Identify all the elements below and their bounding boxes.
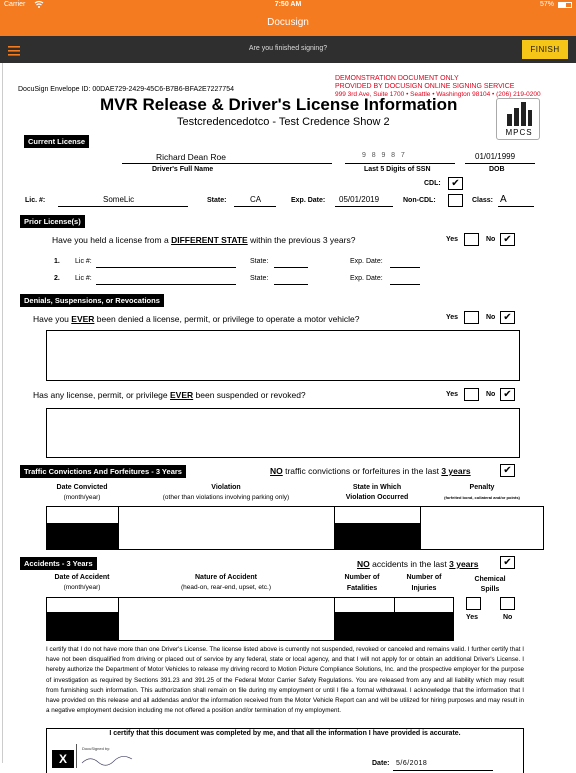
date-label: Date: (372, 760, 390, 767)
carrier-label: Carrier (4, 1, 26, 8)
suspended-yes-label: Yes (446, 391, 459, 398)
current-license-header: Current License (24, 135, 89, 148)
prior-row-1-lic-label: Lic #: (75, 258, 92, 265)
state-value: CA (250, 195, 262, 204)
suspended-question-emphasis: EVER (170, 390, 194, 400)
traffic-col-violation: Violation (211, 484, 241, 491)
exp-date-line (335, 206, 393, 207)
no-accidents-statement (357, 559, 478, 569)
denied-no-checkbox[interactable]: ✔ (500, 311, 515, 324)
no-traffic-years: 3 years (441, 466, 471, 476)
logo-text: MPCS (505, 128, 533, 137)
suspended-yes-checkbox[interactable] (464, 388, 479, 401)
dob-line (465, 163, 535, 164)
finish-banner (0, 36, 576, 63)
signature-bracket (76, 744, 77, 768)
prior-row-1-exp-label: Exp. Date: (350, 258, 383, 265)
document-title: MVR Release & Driver's License Information (100, 95, 458, 114)
no-accidents-mid: accidents in the last (369, 559, 450, 569)
prior-license-header: Prior License(s) (20, 215, 85, 228)
document-page (0, 63, 576, 768)
accident-col-date: Date of Accident (54, 574, 110, 581)
accidents-header: Accidents - 3 Years (20, 557, 97, 570)
denied-no-label: No (486, 314, 496, 321)
prior-question-pre: Have you held a license from a (52, 235, 172, 245)
suspended-question-post: been suspended or revoked? (193, 390, 306, 400)
accident-col-chemical-2: Spills (480, 586, 500, 593)
ssn-line (345, 163, 455, 164)
lic-number-line (58, 206, 188, 207)
mpcs-logo (496, 98, 540, 140)
lic-number-label: Lic. #: (25, 197, 46, 204)
prior-yes-label: Yes (446, 236, 459, 243)
denied-question-post: been denied a license, permit, or privilege to operate a motor vehicle? (94, 314, 360, 324)
suspended-explanation-box[interactable] (46, 408, 520, 458)
signature-scribble (80, 753, 140, 767)
prior-row-2-exp-label: Exp. Date: (350, 275, 383, 282)
traffic-col-state-2: Violation Occurred (345, 494, 409, 501)
accuracy-statement: I certify that this document was completed by me, and that all the information I have provided is accurate. (109, 730, 461, 737)
denied-explanation-box[interactable] (46, 330, 520, 381)
prior-row-1-state-label: State: (250, 258, 269, 265)
prior-no-checkbox[interactable]: ✔ (500, 233, 515, 246)
chemical-yes-checkbox[interactable] (466, 597, 481, 610)
traffic-table (46, 506, 544, 550)
no-traffic-mid: traffic convictions or forfeitures in the last (282, 466, 442, 476)
accident-col-nature-sub: (head-on, rear-end, upset, etc.) (181, 584, 271, 591)
chemical-no-checkbox[interactable] (500, 597, 515, 610)
accident-counts-cell[interactable] (334, 612, 454, 641)
driver-name-line (122, 163, 332, 164)
traffic-state-cell[interactable] (334, 523, 420, 550)
suspended-no-checkbox[interactable]: ✔ (500, 388, 515, 401)
document-subtitle: Testcredencedotco - Test Credence Show 2 (177, 116, 390, 128)
suspended-question-pre: Has any license, permit, or privilege (33, 390, 171, 400)
ssn-label: Last 5 Digits of SSN (364, 166, 431, 173)
battery-icon (558, 2, 572, 8)
prior-row-2-state-label: State: (250, 275, 269, 282)
traffic-header: Traffic Convictions And Forfeitures - 3 Years (20, 465, 186, 478)
driver-name-value: Richard Dean Roe (156, 152, 226, 162)
suspended-question (33, 390, 306, 400)
no-traffic-statement (270, 466, 471, 476)
clock: 7:50 AM (274, 1, 302, 8)
prior-row-1-state-line[interactable] (274, 267, 308, 268)
finish-button[interactable]: FINISH (522, 40, 568, 59)
dob-value: 01/01/1999 (475, 152, 516, 161)
traffic-col-penalty: Penalty (469, 484, 495, 491)
prior-row-2-exp-line[interactable] (390, 284, 420, 285)
no-accidents-checkbox[interactable]: ✔ (500, 556, 515, 569)
prior-row-2-lic-line[interactable] (96, 284, 236, 285)
accident-col-injuries: Number of (406, 574, 442, 581)
class-value: A (500, 194, 507, 205)
status-bar (0, 0, 576, 12)
no-traffic-checkbox[interactable]: ✔ (500, 464, 515, 477)
non-cdl-label: Non-CDL: (403, 197, 436, 204)
lic-number-value: SomeLic (103, 195, 135, 204)
no-accidents-no: NO (357, 559, 370, 569)
accident-date-cell[interactable] (46, 612, 118, 641)
date-line (393, 770, 493, 771)
accident-col-injuries-2: Injuries (411, 585, 437, 592)
driver-name-label: Driver's Full Name (152, 166, 214, 173)
bar-logo-icon (505, 102, 533, 126)
prior-row-1-number: 1. (54, 258, 60, 265)
traffic-col-date: Date Convicted (56, 484, 108, 491)
nav-title: Docusign (267, 17, 309, 28)
no-accidents-years: 3 years (449, 559, 479, 569)
certification-text: I certify that I do not have more than one Driver's License. The license listed above is currently not suspended, revoked or canceled and remains valid. I further certify that I have not been disqualified from driving or placed out of service by any federal, state or local agency, and that I will not apply for or obtain an additional Driver's License. I hereby authorize the Department of Motor Vehicles to release my driving record to Motion Picture Compliance Solutions, Inc. and the prospective employer for the purpose of investigation as required by Sections 391.23 and 391.25 of the Federal Motor Carrier Safety Regulations. You are released from any and all liability which may result from furnishing such information. This authorization shall remain on file during my employment or until I file a formal withdrawal. I acknowledge that the information that I have provided on this release and all addendas and/or the information received from the Motor Vehicle Report can and will be utilized for hiring purposes and may result in a negative employment decision including me not offered a position and/or termination of my employment. (46, 646, 524, 715)
denials-header: Denials, Suspensions, or Revocations (20, 294, 164, 307)
prior-question-emphasis: DIFFERENT STATE (171, 235, 248, 245)
envelope-id: DocuSign Envelope ID: 00DAE729-2429-45C6-B7B6-BFA2E7227754 (18, 86, 234, 93)
denied-question-pre: Have you (33, 314, 72, 324)
no-traffic-no: NO (270, 466, 283, 476)
state-line (234, 206, 276, 207)
traffic-divider-3 (420, 506, 421, 550)
prior-row-1-lic-line[interactable] (96, 267, 236, 268)
class-line (498, 206, 534, 207)
traffic-date-cell[interactable] (46, 523, 118, 550)
traffic-col-state: State in Which (352, 484, 402, 491)
denied-question (33, 314, 360, 324)
demo-line-1: DEMONSTRATION DOCUMENT ONLY (335, 75, 459, 82)
prior-no-label: No (486, 236, 496, 243)
exp-date-label: Exp. Date: (291, 197, 326, 204)
chemical-yes-label: Yes (466, 614, 479, 621)
accident-col-nature: Nature of Accident (195, 574, 257, 581)
prior-question-post: within the previous 3 years? (247, 235, 356, 245)
dob-label: DOB (489, 166, 505, 173)
traffic-col-penalty-sub: (forfeited bond, collateral and/or points) (444, 495, 520, 500)
prior-yes-checkbox[interactable] (464, 233, 479, 246)
accident-col-fatalities-2: Fatalities (346, 585, 378, 592)
finish-question: Are you finished signing? (248, 45, 328, 52)
nav-bar (0, 12, 576, 36)
accident-col-fatalities: Number of (344, 574, 380, 581)
date-value: 5/6/2018 (396, 760, 428, 767)
non-cdl-checkbox[interactable] (448, 194, 463, 207)
accident-col-chemical: Chemical (474, 576, 506, 583)
prior-question (52, 235, 355, 245)
traffic-divider-1 (118, 506, 119, 550)
denied-yes-checkbox[interactable] (464, 311, 479, 324)
prior-row-2-lic-label: Lic #: (75, 275, 92, 282)
chemical-no-label: No (503, 614, 513, 621)
denied-yes-label: Yes (446, 314, 459, 321)
prior-row-2-state-line[interactable] (274, 284, 308, 285)
state-label: State: (207, 197, 227, 204)
ssn-value: 9 8 9 8 7 (362, 152, 405, 159)
prior-row-2-number: 2. (54, 275, 60, 282)
accident-col-date-sub: (month/year) (63, 584, 101, 591)
docusigned-by-label: DocuSigned by: (82, 746, 111, 751)
cdl-label: CDL: (424, 180, 441, 187)
cdl-checkbox[interactable]: ✔ (448, 177, 463, 190)
battery-percent: 57% (539, 1, 554, 8)
sign-here-marker[interactable]: X (52, 750, 74, 768)
denied-question-emphasis: EVER (71, 314, 95, 324)
demo-line-3: 999 3rd Ave, Suite 1700 • Seattle • Washington 98104 • (206) 219-0200 (335, 91, 541, 98)
accident-divider-1 (118, 597, 119, 641)
suspended-no-label: No (486, 391, 496, 398)
prior-row-1-exp-line[interactable] (390, 267, 420, 268)
class-label: Class: (472, 197, 494, 204)
traffic-col-date-sub: (month/year) (63, 494, 101, 501)
exp-date-value: 05/01/2019 (339, 195, 380, 204)
traffic-col-violation-sub: (other than violations involving parking only) (162, 494, 290, 501)
demo-line-2: PROVIDED BY DOCUSIGN ONLINE SIGNING SERVICE (335, 83, 515, 90)
